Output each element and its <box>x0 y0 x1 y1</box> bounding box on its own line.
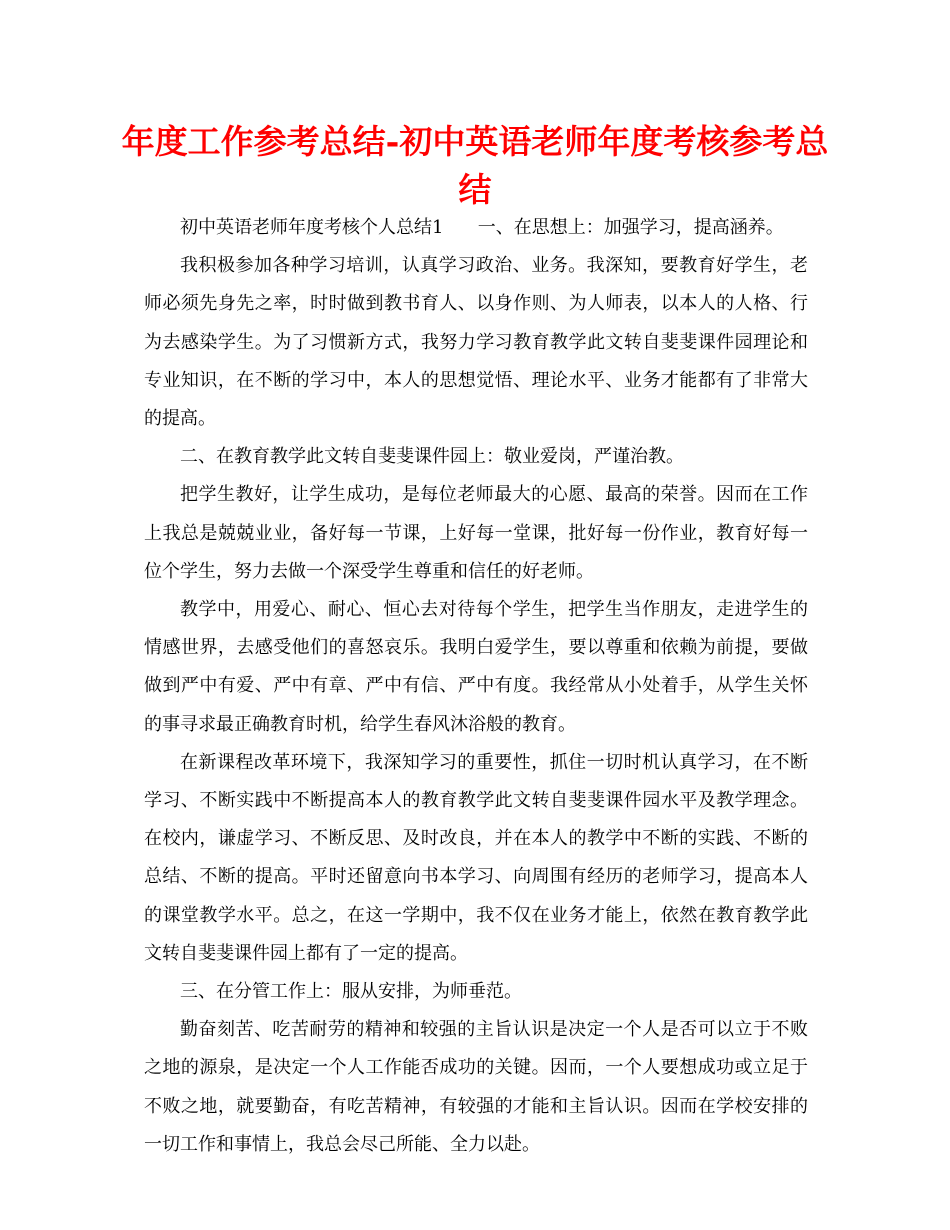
document-title: 年度工作参考总结-初中英语老师年度考核参考总结 <box>121 122 829 209</box>
paragraph-1: 初中英语老师年度考核个人总结1 一、在思想上：加强学习，提高涵养。 <box>180 217 784 238</box>
paragraph-2: 我积极参加各种学习培训，认真学习政治、业务。我深知，要教育好学生，老师必须先身先之率，时时做到教书育人、以身作则、为人师表，以本人的人格、行为去感染学生。为了习惯新方式，我努力学习教育教学此文转自斐斐课件园理论和专业知识，在不断的学习中，本人的思想觉悟、理论水平、业务才能都有了非常大的提高。 <box>144 255 808 430</box>
paragraph-5: 教学中，用爱心、耐心、恒心去对待每个学生，把学生当作朋友，走进学生的情感世界，去感受他们的喜怒哀乐。我明白爱学生，要以尊重和依赖为前提，要做做到严中有爱、严中有章、严中有信、严中有度。我经常从小处着手，从学生关怀的事寻求最正确教育时机，给学生春风沐浴般的教育。 <box>144 599 808 735</box>
paragraph-8: 勤奋刻苦、吃苦耐劳的精神和较强的主旨认识是决定一个人是否可以立于不败之地的源泉，是决定一个人工作能否成功的关键。因而，一个人要想成功或立足于不败之地，就要勤奋，有吃苦精神，有较强的才能和主旨认识。因而在学校安排的一切工作和事情上，我总会尽己所能、全力以赴。 <box>144 1019 808 1155</box>
paragraph-3: 二、在教育教学此文转自斐斐课件园上：敬业爱岗，严谨治教。 <box>180 446 684 468</box>
paragraph-6: 在新课程改革环境下，我深知学习的重要性，抓住一切时机认真学习，在不断学习、不断实践中不断提高本人的教育教学此文转自斐斐课件园水平及教学理念。在校内，谦虚学习、不断反思、及时改良，并在本人的教学中不断的实践、不断的总结、不断的提高。平时还留意向书本学习、向周围有经历的老师学习，提高本人的课堂教学水平。总之，在这一学期中，我不仅在业务才能上，依然在教育教学此文转自斐斐课件园上都有了一定的提高。 <box>144 751 808 964</box>
paragraph-7: 三、在分管工作上：服从安排，为师垂范。 <box>180 981 522 1003</box>
document-body <box>144 209 808 1164</box>
paragraph-4: 把学生教好，让学生成功，是每位老师最大的心愿、最高的荣誉。因而在工作上我总是兢兢业业，备好每一节课，上好每一堂课，批好每一份作业，教育好每一位个学生，努力去做一个深受学生尊重和信任的好老师。 <box>144 484 808 582</box>
